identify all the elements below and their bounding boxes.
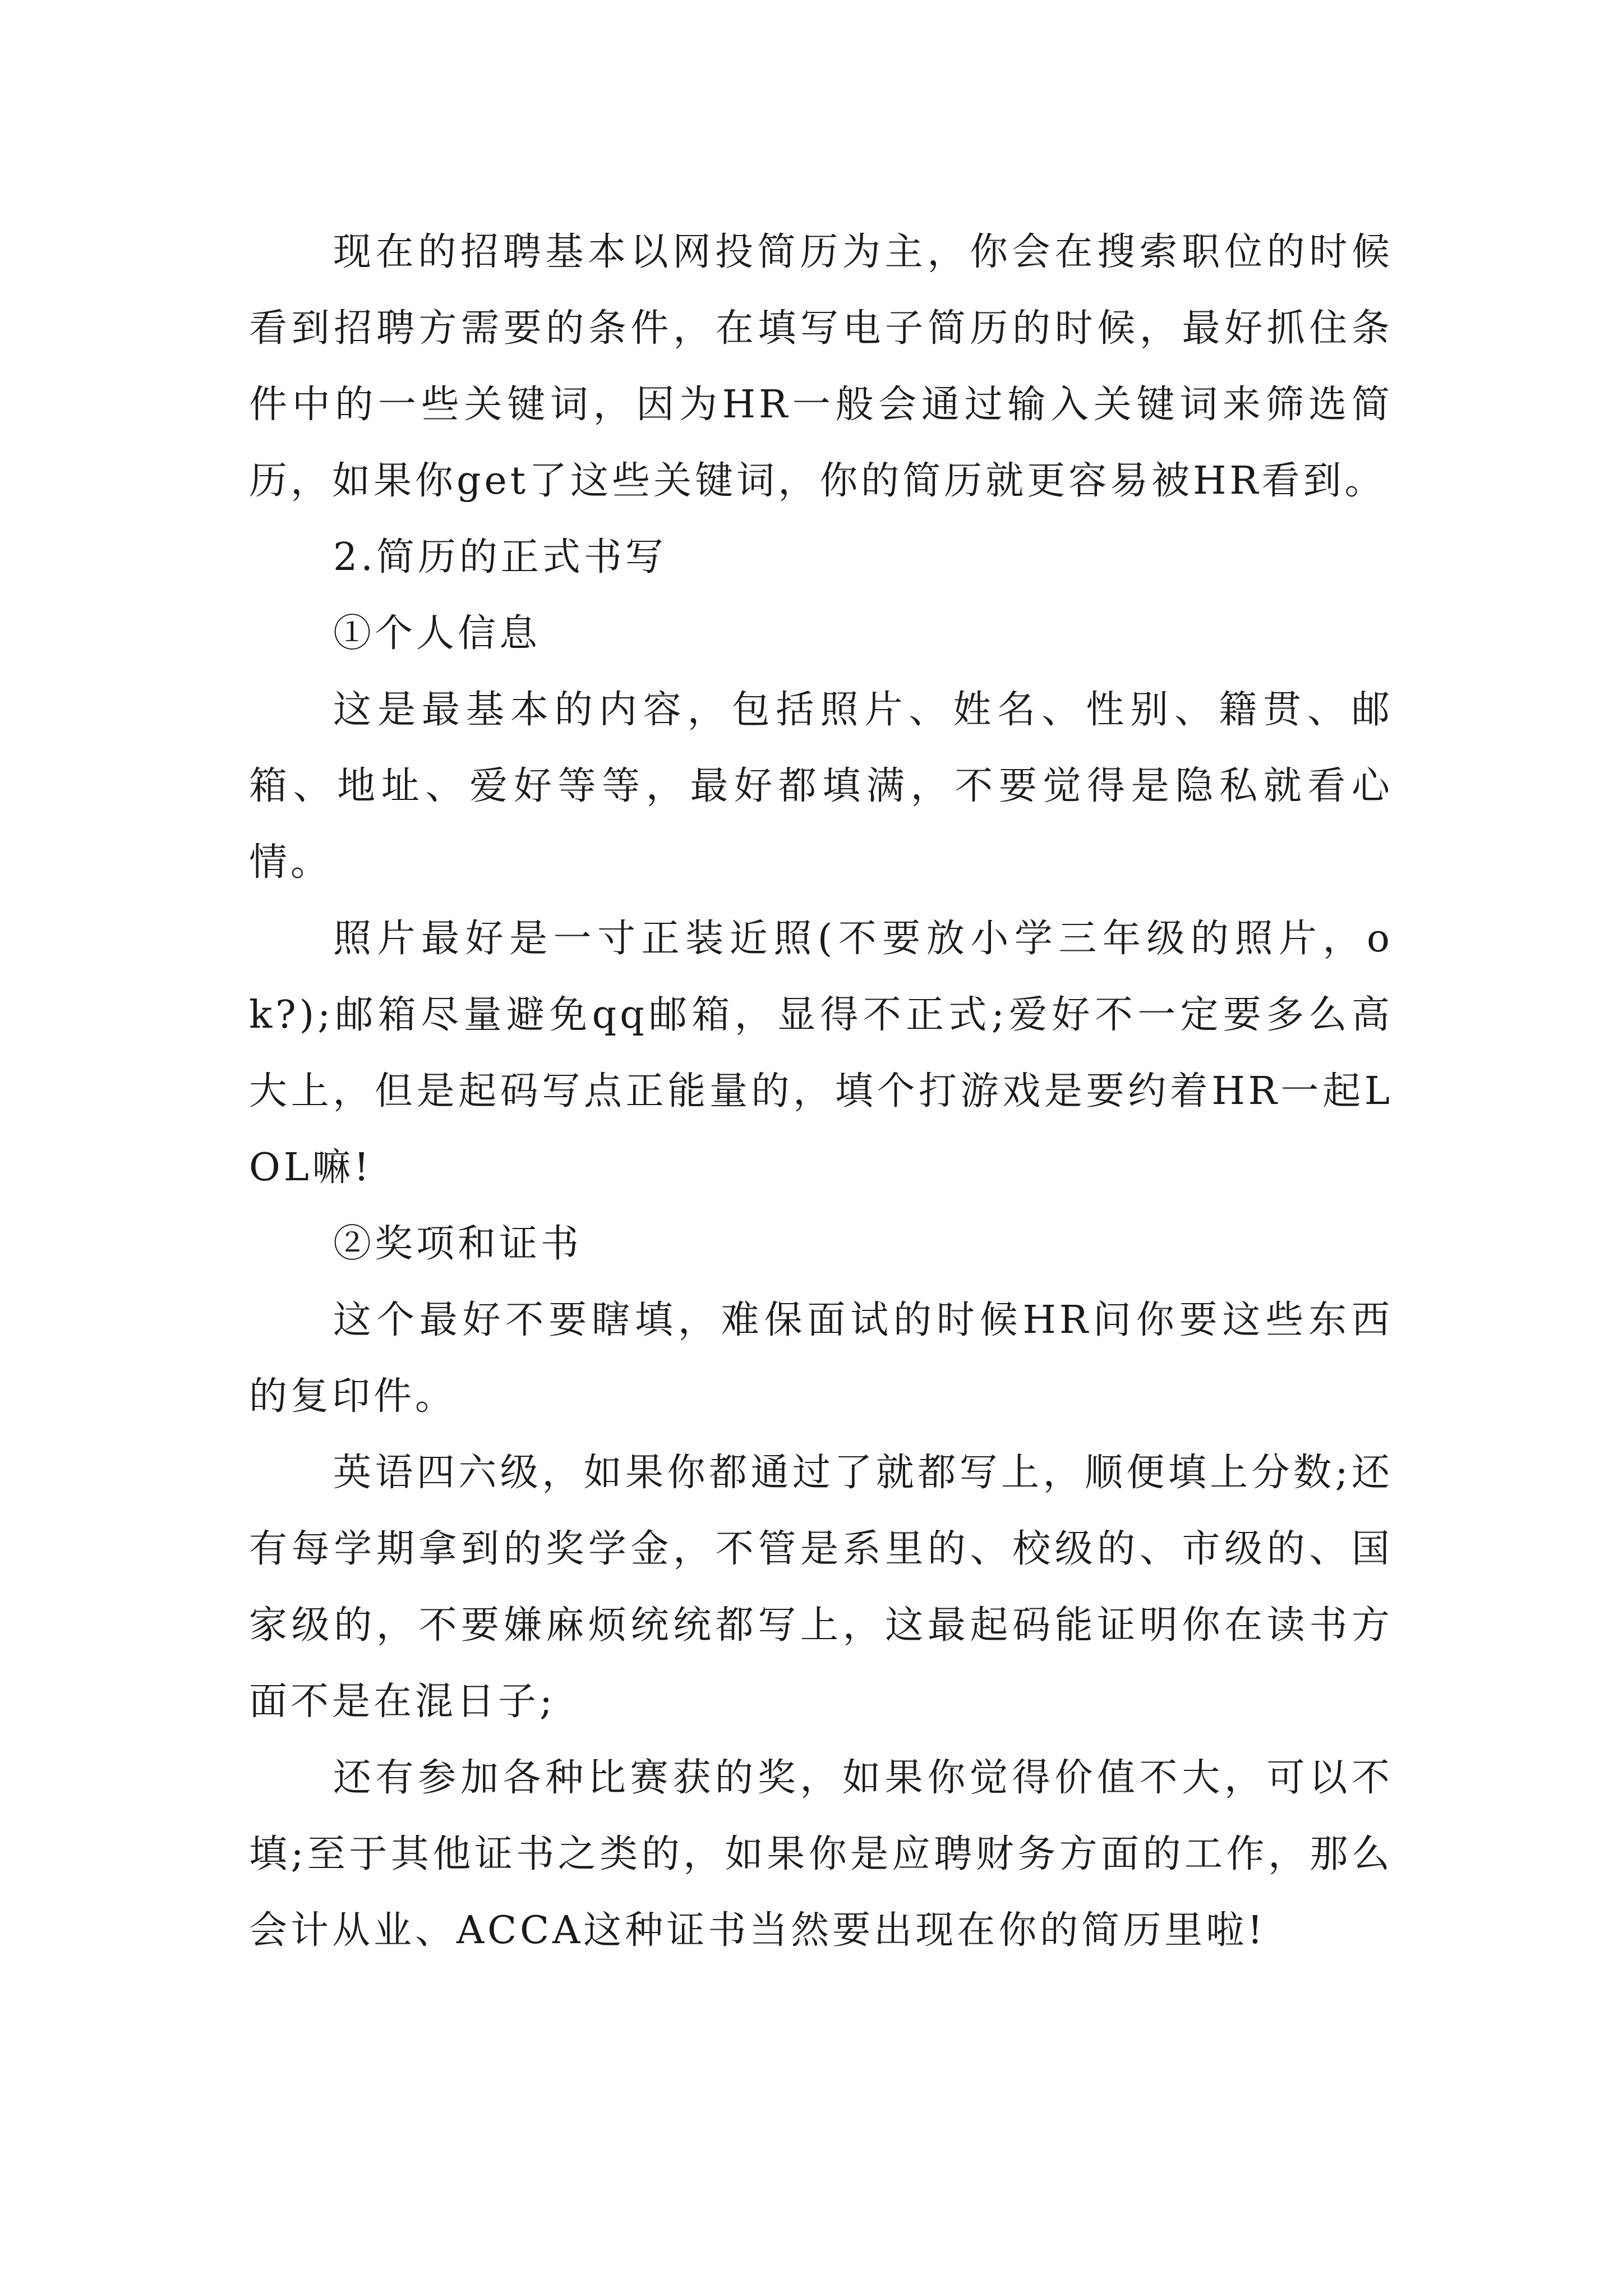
paragraph-photo-email-hobby: 照片最好是一寸正装近照(不要放小学三年级的照片，ok?);邮箱尽量避免qq邮箱，显得不正式;爱好不一定要多么高大上，但是起码写点正能量的，填个打游戏是要约着HR一起LOL嘛! <box>249 917 1393 1190</box>
paragraph-keywords: 现在的招聘基本以网投简历为主，你会在搜索职位的时候看到招聘方需要的条件，在填写电子简历的时候，最好抓住条件中的一些关键词，因为HR一般会通过输入关键词来筛选简历，如果你get了这些关键词，你的简历就更容易被HR看到。 <box>249 230 1393 503</box>
paragraph-competitions-certificates: 还有参加各种比赛获的奖，如果你觉得价值不大，可以不填;至于其他证书之类的，如果你是应聘财务方面的工作，那么会计从业、ACCA这种证书当然要出现在你的简历里啦! <box>249 1756 1393 1953</box>
paragraph-awards-honesty: 这个最好不要瞎填，难保面试的时候HR问你要这些东西的复印件。 <box>249 1298 1393 1419</box>
subheading-personal-info: ①个人信息 <box>333 611 541 656</box>
section-heading-formal-writing: 2.简历的正式书写 <box>333 535 667 579</box>
paragraph-personal-info: 这是最基本的内容，包括照片、姓名、性别、籍贯、邮箱、地址、爱好等等，最好都填满，不要觉得是隐私就看心情。 <box>249 688 1393 885</box>
subheading-awards-certificates: ②奖项和证书 <box>333 1222 583 1266</box>
paragraph-cet-scholarship: 英语四六级，如果你都通过了就都写上，顺便填上分数;还有每学期拿到的奖学金，不管是系里的、校级的、市级的、国家级的，不要嫌麻烦统统都写上，这最起码能证明你在读书方面不是在混日子; <box>249 1451 1393 1724</box>
document-body <box>249 214 1393 1969</box>
